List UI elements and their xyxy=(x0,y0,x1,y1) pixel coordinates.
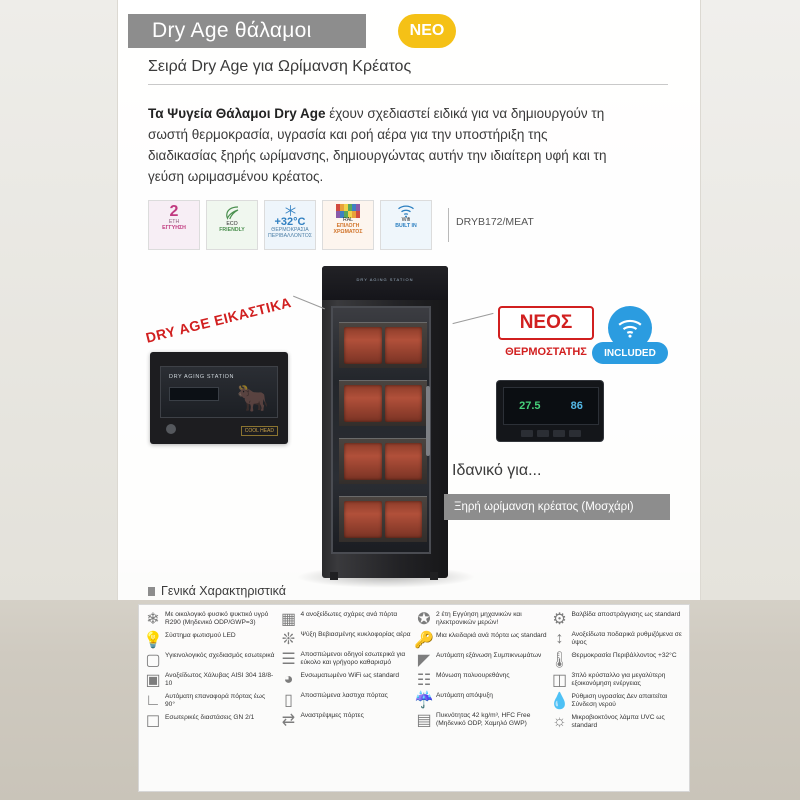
defrost-icon: ☔ xyxy=(414,691,434,709)
features-column-2 xyxy=(281,611,413,787)
fan-icon: ❊ xyxy=(281,631,296,648)
feature-text: Αποσπώμενοι οδηγοί εσωτερικά για εύκολο και γρήγορο καθαρισμό xyxy=(300,651,406,667)
feature-item xyxy=(552,611,684,627)
cow-icon: 🐂 xyxy=(236,383,269,413)
product-cabinet xyxy=(322,266,448,578)
feature-item xyxy=(145,714,277,730)
thermostat-button[interactable] xyxy=(553,430,565,437)
adjustable-feet-icon: ↕ xyxy=(555,630,564,647)
door-return-icon: ∟ xyxy=(145,691,161,709)
feature-text: Αποσπώμενα λαστιχα πόρτας xyxy=(300,691,388,699)
feature-item xyxy=(416,611,548,628)
insulation-icon: ☷ xyxy=(416,671,432,689)
feature-item xyxy=(552,631,684,648)
badge-ambient-temp xyxy=(264,200,316,250)
meat-cut xyxy=(385,385,423,422)
warranty-unit: ΕΤΗ xyxy=(168,219,180,225)
thermostat-temp-value: 27.5 xyxy=(519,400,541,412)
shelf-row xyxy=(339,380,427,426)
callout-brand: COOL HEAD xyxy=(241,426,278,436)
color-palette-icon xyxy=(336,204,360,218)
wifi-label: Wifi xyxy=(401,217,411,223)
feature-text: Θερμοκρασία Περιβάλλοντος +32°C xyxy=(571,651,677,659)
wifi-icon xyxy=(617,318,643,338)
feature-text: Αυτόματη εξάνωση Συμπικνωμάτων xyxy=(436,651,542,659)
feature-item xyxy=(552,714,684,731)
badge-eco xyxy=(206,200,258,250)
feature-item xyxy=(145,632,277,648)
background-right-panel xyxy=(700,0,800,600)
meat-cut xyxy=(385,501,423,538)
feature-text: Εσωτερικές διαστάσεις GN 2/1 xyxy=(165,713,255,721)
shelf-row xyxy=(339,496,427,542)
ideal-for-title: Ιδανικό για... xyxy=(452,462,542,479)
bullet-square-icon xyxy=(148,587,155,596)
dry-age-graphics-callout xyxy=(150,352,288,444)
feature-text: 4 ανοξείδωτες σχάρες ανά πόρτα xyxy=(300,611,398,618)
feature-item xyxy=(552,672,684,689)
page-subtitle: Σειρά Dry Age για Ωρίμανση Κρέατος xyxy=(148,58,668,85)
corner-icon: ◤ xyxy=(417,651,431,669)
thermostat-display xyxy=(503,387,599,425)
wifi-included-pill: INCLUDED xyxy=(592,342,668,364)
wifi-icon: ◕ xyxy=(283,670,294,688)
features-column-4 xyxy=(549,611,684,787)
ambient-temp-label2: ΠΕΡΙΒΑΛΛΟΝΤΟΣ xyxy=(268,232,312,239)
cabinet-foot xyxy=(430,572,438,580)
feature-item xyxy=(145,611,277,628)
feature-text: Ανοξείδωτα ποδαρικά ρυθμιζόμενα σε ύψος xyxy=(571,631,682,647)
feature-item xyxy=(416,632,548,648)
model-leader-line xyxy=(448,208,449,242)
model-code: DRYB172/MEAT xyxy=(456,216,534,228)
feature-text: Σύστημα φωτισμού LED xyxy=(165,631,236,639)
shelf-row xyxy=(339,438,427,484)
features-column-1 xyxy=(145,611,277,787)
feature-item xyxy=(281,611,413,627)
shelf-row xyxy=(339,322,427,368)
feature-text: Ανοξείδωτος Χάλυβας AISI 304 18/8-10 xyxy=(165,671,274,688)
background-left-panel xyxy=(0,0,118,600)
features-heading-text: Γενικά Χαρακτηριστικά xyxy=(161,584,286,598)
feature-text: Πυκνότητας 42 kg/m³, HFC Free (Μηδενικό ODP, Χαμηλό GWP) xyxy=(436,711,531,728)
feature-text: Μια κλειδαριά ανά πόρτα ως standard xyxy=(436,631,547,639)
key-icon: 🔑 xyxy=(414,631,434,649)
feature-item xyxy=(281,712,413,728)
density-icon: ▤ xyxy=(416,711,432,729)
feature-item xyxy=(281,651,413,668)
meat-cut xyxy=(344,327,382,364)
warranty-label: ΕΓΓΥΗΣΗ xyxy=(162,224,186,231)
ral-label: RAL xyxy=(342,217,354,223)
feature-item xyxy=(416,692,548,708)
thermostat-buttons[interactable] xyxy=(503,430,599,437)
feature-item xyxy=(145,672,277,689)
feature-text: Ενσωματωμένο WiFi ως standard xyxy=(300,671,400,679)
meat-cut xyxy=(385,327,423,364)
feature-text: Αυτόματη απόψυξη xyxy=(436,691,493,699)
feature-item xyxy=(281,631,413,647)
feature-item xyxy=(416,652,548,668)
gn-box-icon: ☐ xyxy=(145,713,161,731)
eco-label: ECO xyxy=(226,221,238,227)
feature-text: Ψύξη Βεβιασμένης κυκλοφορίας αέρα xyxy=(300,631,411,638)
feature-text: Με οικολογικό φυσικό ψυκτικό υγρό R290 (Μηδενικό ODP/GWP=3) xyxy=(165,611,269,627)
features-heading xyxy=(148,584,286,598)
meat-cut xyxy=(344,385,382,422)
lead-rest: έχουν σχεδιαστεί ειδικά για να δημιουργούν τη σωστή θερμοκρασία, υγρασία και ροή αέρα για την υποστήριξη της διαδικασίας ξηρής ωρίμανσης, δημιουργώντας αυτήν την ιδιαίτερη υφή και τη γεύση ωριμασμένου κρέατος. xyxy=(148,106,607,184)
dry-age-graphics-label: DRY AGE ΕΙΚΑΣΤΙΚΑ xyxy=(144,294,293,346)
grill-rack-icon: ▦ xyxy=(280,611,297,628)
feature-text: Αναστρέψιμες πόρτες xyxy=(300,711,364,719)
feature-item xyxy=(281,672,413,688)
thermostat-button[interactable] xyxy=(569,430,581,437)
cabinet-glass-door xyxy=(331,306,431,554)
valve-icon: ⚙ xyxy=(552,611,567,628)
thermostat-humidity-value: 86 xyxy=(570,400,583,412)
meat-cut xyxy=(344,443,382,480)
wifi-icon xyxy=(397,204,415,218)
ideal-for-text: Ξηρή ωρίμανση κρέατος (Μοσχάρι) xyxy=(454,501,634,513)
feature-item xyxy=(281,692,413,708)
meat-cut xyxy=(385,443,423,480)
ambient-temp-value: +32°C xyxy=(274,216,306,228)
badge-ral-color xyxy=(322,200,374,250)
callout-door-graphic xyxy=(160,366,278,418)
cabinet-foot xyxy=(330,572,338,580)
wifi-sub: BUILT IN xyxy=(395,222,417,229)
feature-icon-strip xyxy=(148,200,432,250)
lead-bold: Τα Ψυγεία Θάλαμοι Dry Age xyxy=(148,106,326,121)
feature-text: Υγιεινολογικός σχεδιασμός εσωτερικά xyxy=(165,651,275,659)
feature-text: Μικροβιοκτόνος λάμπα UVC ως standard xyxy=(571,713,665,730)
page-title: Dry Age θάλαμοι xyxy=(152,19,312,42)
feature-item xyxy=(145,693,277,710)
ambient-temp-label: ΘΕΡΜΟΚΡΑΣΙΑ xyxy=(271,227,309,233)
manual-icon: ☰ xyxy=(281,651,296,668)
snowflake-icon: ❄ xyxy=(146,611,160,628)
callout-screen-text: DRY AGING STATION xyxy=(169,374,235,380)
callout-knob-icon xyxy=(166,424,176,434)
eco-sub: FRIENDLY xyxy=(219,226,245,233)
feature-item xyxy=(549,692,684,710)
led-lamp-icon: 💡 xyxy=(143,631,163,649)
thermostat-button[interactable] xyxy=(537,430,549,437)
warranty-icon: ✪ xyxy=(417,611,431,628)
warranty-years: 2 xyxy=(169,203,179,220)
feature-text: Μόνωση πολυουρεθάνης xyxy=(436,671,510,679)
cabinet-top-text: DRY AGING STATION xyxy=(356,277,414,282)
crystal-glass-icon: ◫ xyxy=(551,671,568,689)
badge-warranty xyxy=(148,200,200,250)
new-thermostat-ribbon: ΝΕΟΣ xyxy=(498,306,594,340)
feature-item xyxy=(145,652,277,668)
thermostat-button[interactable] xyxy=(521,430,533,437)
gasket-icon: ▯ xyxy=(284,691,293,709)
feature-item xyxy=(549,651,684,669)
lead-paragraph xyxy=(148,104,618,188)
steel-icon: ▣ xyxy=(145,671,161,689)
thermometer-icon: 🌡 xyxy=(549,651,570,669)
cabinet-door-handle xyxy=(426,386,430,456)
ral-sub2: ΧΡΩΜΑΤΟΣ xyxy=(333,228,363,235)
cabinet-top-panel xyxy=(322,266,448,300)
new-badge: ΝΕΟ xyxy=(398,14,456,48)
feature-item xyxy=(416,712,548,729)
thermostat-photo xyxy=(496,380,604,442)
badge-wifi xyxy=(380,200,432,250)
uvc-lamp-icon: ☼ xyxy=(552,712,567,730)
features-column-3 xyxy=(416,611,548,787)
new-thermostat-sub: ΘΕΡΜΟΣΤΑΤΗΣ xyxy=(505,346,587,358)
ral-sub: ΕΠΙΛΟΓΗ xyxy=(336,222,360,229)
feature-item xyxy=(416,672,548,688)
reversible-door-icon: ⇄ xyxy=(281,711,296,729)
feature-text: 2 έτη Εγγύηση μηχανικών και ηλεκτρονικών μερών! xyxy=(436,611,522,627)
meat-cut xyxy=(344,501,382,538)
callout-display xyxy=(169,387,219,401)
humidity-icon: 💧 xyxy=(549,692,570,710)
feature-text: 3πλό κρύσταλλο για μεγαλύτερη εξοικονόμηση ενέργειας xyxy=(571,671,666,688)
feature-text: Αυτόματη επαναφορά πόρτας έως 90° xyxy=(165,692,266,709)
feature-text: Βαλβίδα αποστράγγισης ως standard xyxy=(571,611,681,618)
ideal-for-bar xyxy=(444,494,670,520)
feature-text: Ρύθμιση υγρασίας Δεν απαιτείται Σύνδεση νερού xyxy=(571,692,668,709)
hygiene-icon: ▢ xyxy=(145,651,161,669)
features-box xyxy=(138,604,690,792)
leaf-icon xyxy=(223,204,241,222)
